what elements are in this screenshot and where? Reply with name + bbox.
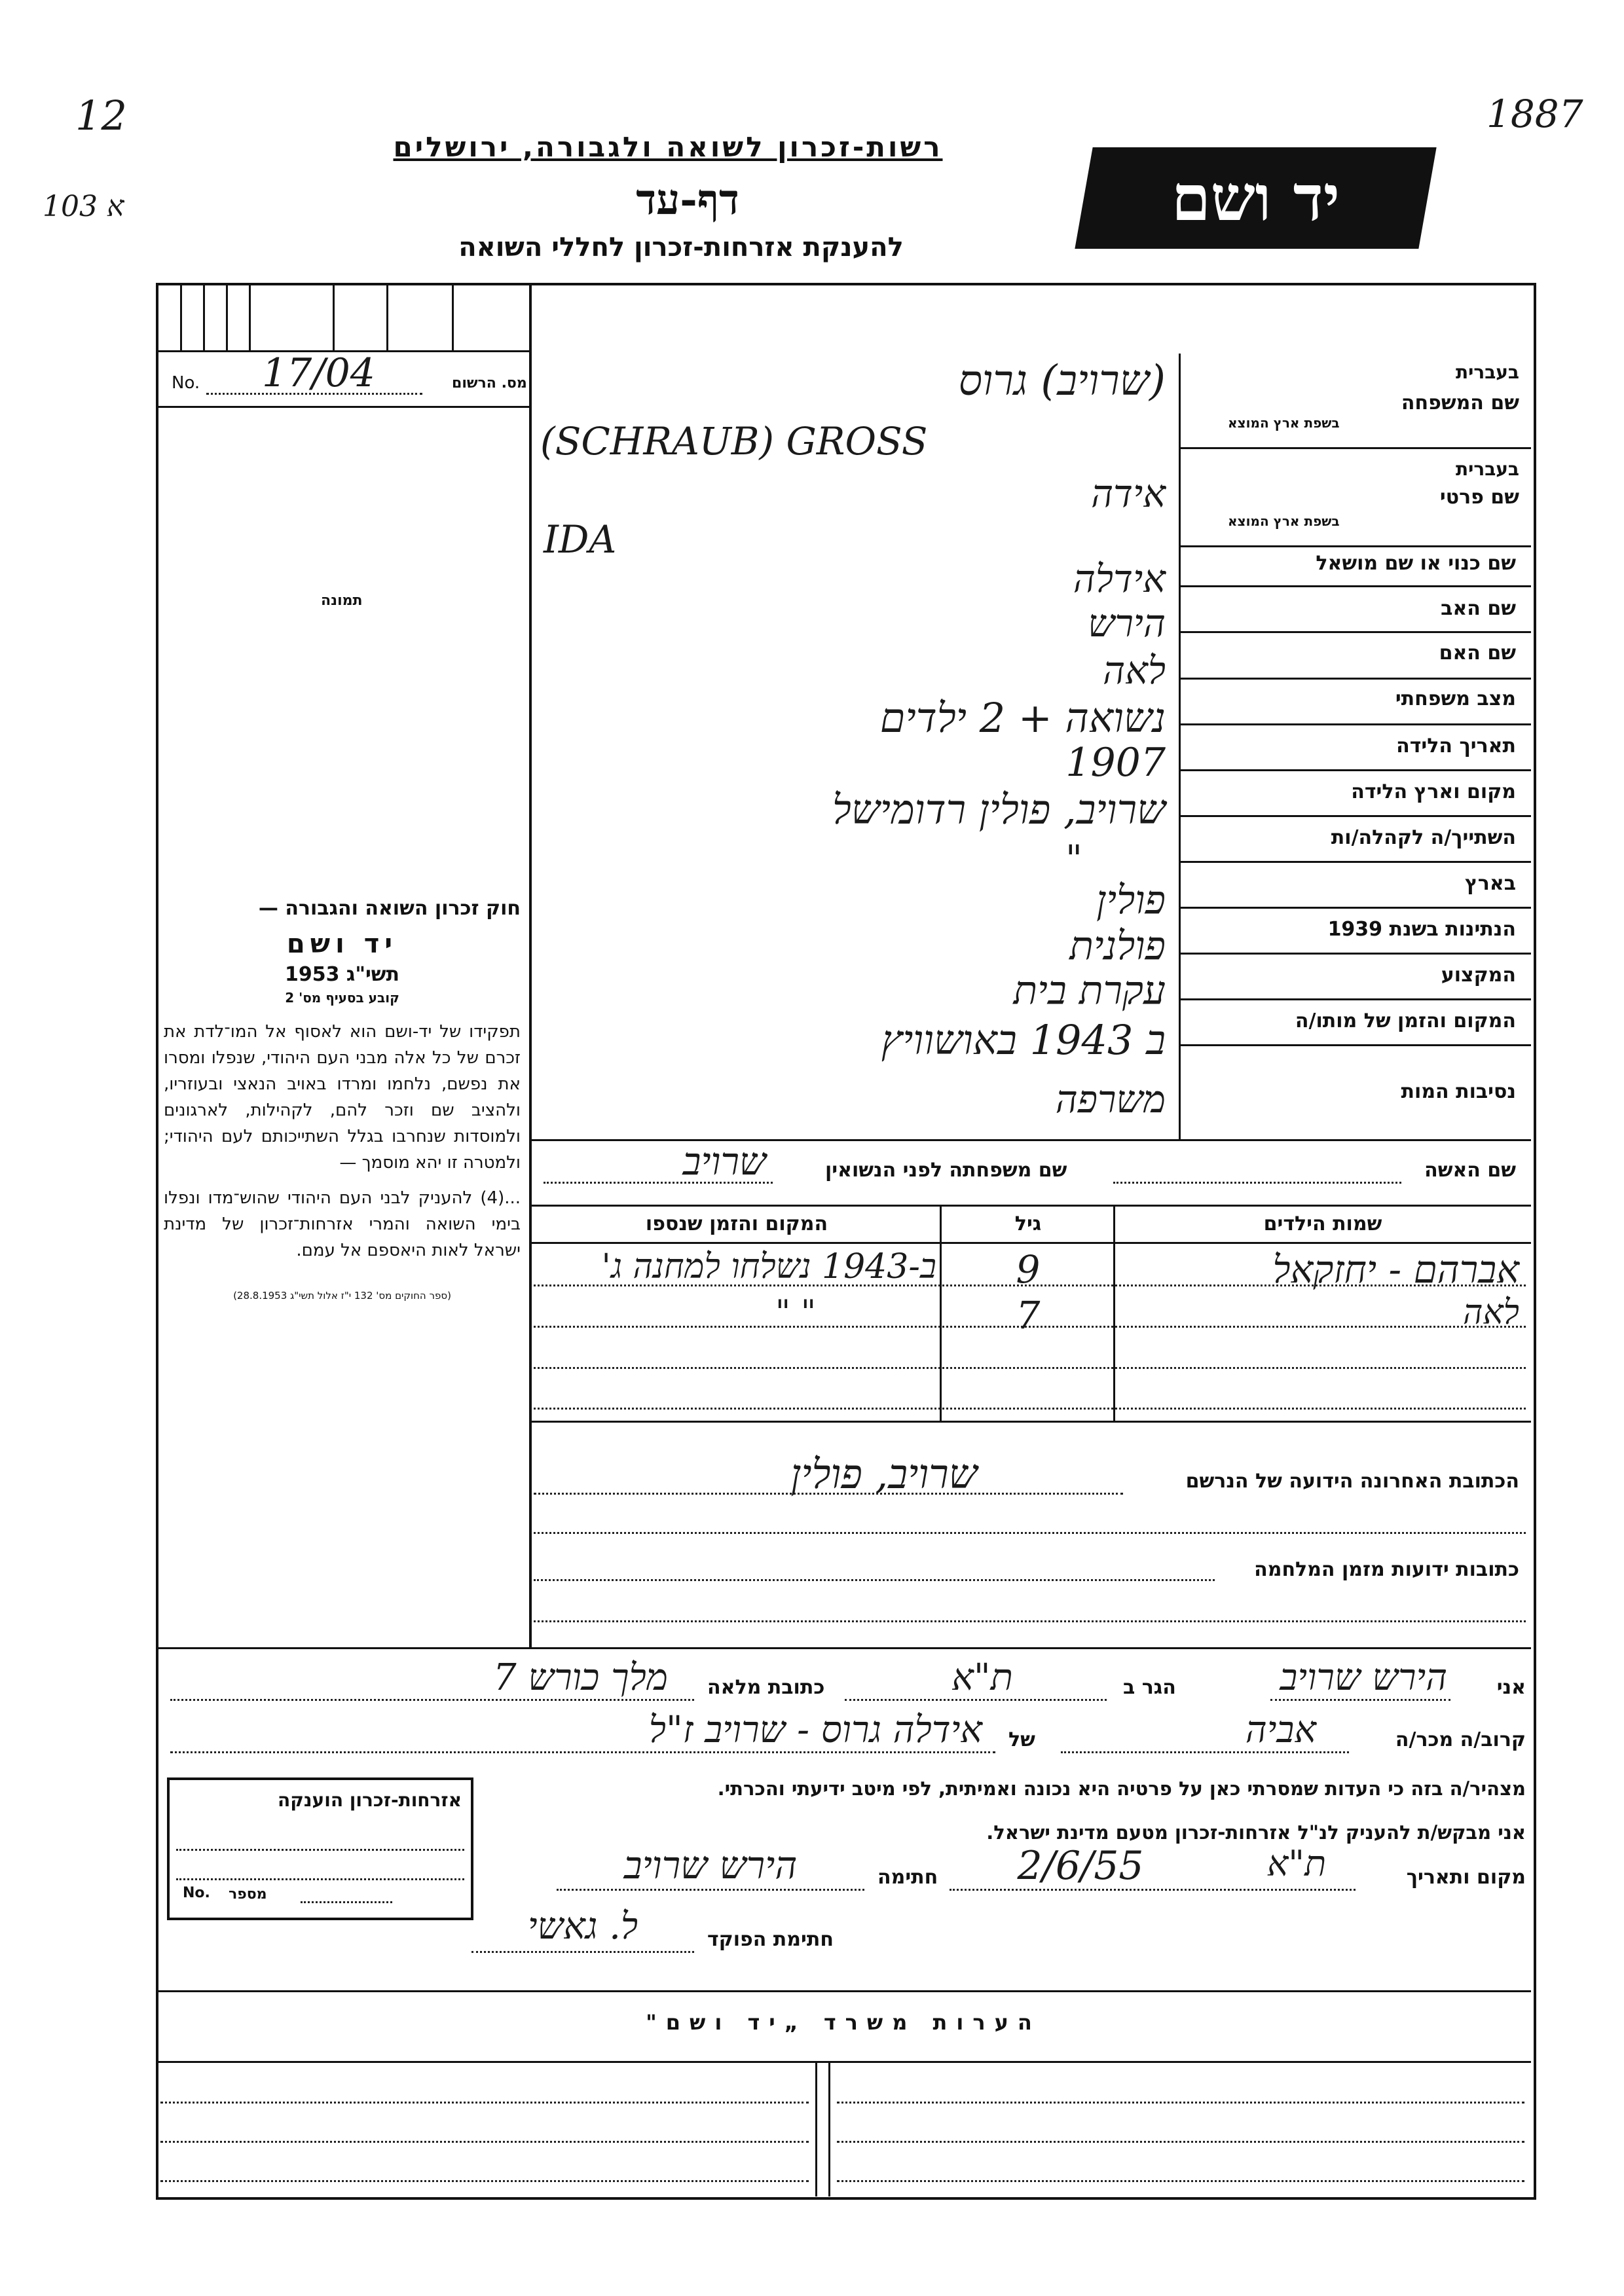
first-name-hebrew-value: אידה bbox=[1091, 471, 1166, 516]
birth-date-label: תאריך הלידה bbox=[1396, 735, 1516, 757]
citizenship-granted-box bbox=[167, 1777, 473, 1920]
wife-label: שם האשה bbox=[1424, 1159, 1516, 1182]
mother-label: שם האם bbox=[1439, 642, 1516, 665]
nickname-label: שם כנוי או שם מושאל bbox=[1316, 552, 1516, 575]
form-subtitle: להענקת אזרחות-זכרון לחללי השואה bbox=[458, 232, 904, 263]
surname-sub-hebrew: בעברית bbox=[1455, 361, 1519, 383]
declarant-i-label: אני bbox=[1496, 1676, 1526, 1699]
declarant-name: הירש שרויב bbox=[1280, 1656, 1447, 1699]
birth-place-value: שרויב, פולין רדומישל bbox=[832, 786, 1166, 833]
declarant-relation-label: קרוב/ה מכר/ה bbox=[1395, 1728, 1526, 1751]
registration-no-label: No. bbox=[172, 373, 200, 393]
registration-label: מס. הרשום bbox=[452, 375, 527, 392]
declarant-lives-label: הגר ב bbox=[1123, 1676, 1176, 1699]
citizenship-value: פולנית bbox=[1069, 923, 1166, 969]
surname-hebrew-value: (שרויב) גרוס bbox=[958, 357, 1166, 405]
law-name: יד ושם bbox=[286, 929, 398, 959]
officer-signature: ל. גאשי bbox=[527, 1905, 638, 1948]
country-value: פולין bbox=[1096, 877, 1166, 923]
declarant-of-label: של bbox=[1008, 1728, 1035, 1751]
child-1-place: ב-1943 נשלחו למחנה ג' bbox=[601, 1247, 936, 1286]
declaration-date: 2/6/55 bbox=[1017, 1843, 1144, 1889]
child-2-name: לאה bbox=[1463, 1293, 1519, 1332]
law-text: תפקידו של יד-ושם הוא לאסוף אל המו־לדת את זכרם של כל אלה מבני העם היהודי, שנפלו ומסרו את נפשם, נלחמו ומרדו באויב הנאצי ובעוזריו, ולהציב שם וזכר להם, לקהילות, לארגונים ולמוסדות שנחרבו בגלל השתייכותם לעם היהודי; ולמטרה זו יהא מוסמך — bbox=[164, 1022, 521, 1173]
child-2-age: 7 bbox=[1016, 1293, 1041, 1338]
mother-value: לאה bbox=[1103, 648, 1166, 693]
children-place-header: המקום והזמן שנספו bbox=[645, 1212, 828, 1235]
logo-text: יד ושם bbox=[1171, 161, 1340, 235]
law-clause: ...(4) להעניק לבני העם היהודי שהוש־מדו ונפלו בימי השואה והמרי אזרחות־זכרון של מדינת ישראל לאות היאספם אל עמם. bbox=[164, 1188, 521, 1260]
office-notes-title: הערות משרד „יד ושם" bbox=[646, 2010, 1041, 2035]
law-section bbox=[164, 897, 521, 1302]
first-name-origin-value: IDA bbox=[544, 517, 617, 562]
margin-note-top-right: 1887 bbox=[1486, 92, 1583, 136]
request-text: אני מבקש/ת להעניק לנ"ל אזרחות-זכרון מטעם מדינת ישראל. bbox=[986, 1821, 1526, 1844]
war-addresses-label: כתובות ידועות מזמן המלחמה bbox=[1254, 1558, 1519, 1581]
declaration-place: ת"א bbox=[1266, 1843, 1327, 1884]
declarant-signature: הירש שרויב bbox=[623, 1843, 798, 1887]
declaration-text: מצהיר/ה בזה כי העדות שמסרתי כאן על פרטיה היא נכונה ואמיתית, לפי מיטב ידיעתי והכרתי. bbox=[717, 1777, 1526, 1800]
profession-label: המקצוע bbox=[1441, 964, 1516, 987]
birth-date-value: 1907 bbox=[1065, 740, 1166, 786]
marital-value: נשואה + 2 ילדים bbox=[879, 694, 1166, 742]
signature-label: חתימה bbox=[877, 1866, 938, 1889]
death-place-label: המקום והזמן של מותו/ה bbox=[1295, 1010, 1516, 1032]
citizenship-box-title: אזרחות-זכרון הוענקה bbox=[278, 1789, 462, 1811]
law-section-ref: קובע בסעיף מס' 2 bbox=[285, 990, 399, 1006]
country-label: בארץ bbox=[1464, 872, 1516, 895]
last-address-label: הכתובת האחרונה הידועה של הנרשם bbox=[1185, 1470, 1519, 1493]
declarant-address: מלך כורש 7 bbox=[493, 1656, 668, 1699]
last-address-value: שרויב, פולין bbox=[790, 1450, 978, 1498]
law-year: תשי"ג 1953 bbox=[284, 963, 400, 986]
first-name-label: שם פרטי bbox=[1439, 486, 1519, 509]
children-age-header: גיל bbox=[1014, 1212, 1042, 1235]
declarant-city: ת"א bbox=[951, 1656, 1013, 1699]
death-cause-label: נסיבות המות bbox=[1401, 1080, 1516, 1103]
first-name-label-block bbox=[1189, 458, 1519, 529]
declarant-of-name: אידלה גרוס - שרויב ז"ל bbox=[648, 1709, 982, 1751]
surname-sub-origin: בשפת ארץ המוצא bbox=[1228, 415, 1340, 431]
surname-label-block bbox=[1189, 361, 1519, 431]
father-label: שם האב bbox=[1441, 597, 1516, 620]
margin-note-archive: 103 א bbox=[43, 190, 124, 223]
form-title: דף-עד bbox=[636, 175, 739, 225]
child-1-age: 9 bbox=[1016, 1247, 1041, 1292]
place-date-label: מקום ותאריך bbox=[1406, 1866, 1526, 1889]
law-heading: חוק זכרון השואה והגבורה — bbox=[258, 897, 521, 920]
community-label: השתייך/ה לקהלה/ות bbox=[1331, 826, 1516, 849]
wife-maiden-label: שם משפחתה לפני הנשואין bbox=[825, 1159, 1067, 1182]
marital-label: מצב משפחתי bbox=[1395, 687, 1516, 710]
margin-note-top-left: 12 bbox=[75, 92, 127, 139]
child-1-name: אברהם - יחזקאל bbox=[1272, 1247, 1519, 1292]
law-source: (ספר החוקים מס' 132 י"ז אלול תשי"ג 28.8.1953) bbox=[233, 1290, 451, 1302]
profession-value: עקרת בית bbox=[1013, 968, 1166, 1013]
death-place-value: ב 1943 באושוויץ bbox=[881, 1016, 1166, 1064]
children-names-header: שמות הילדים bbox=[1263, 1212, 1382, 1235]
declarant-relation: אביה bbox=[1245, 1709, 1316, 1751]
officer-signature-label: חתימת הפוקד bbox=[707, 1928, 834, 1951]
photo-label: תמונה bbox=[321, 592, 363, 609]
birth-place-label: מקום וארץ הלידה bbox=[1351, 780, 1516, 803]
father-value: הירש bbox=[1088, 601, 1166, 646]
citizenship-box-number-label: מספר bbox=[229, 1886, 267, 1903]
surname-origin-value: (SCHRAUB) GROSS bbox=[540, 419, 928, 464]
declarant-address-label: כתובת מלאה bbox=[707, 1676, 825, 1699]
citizenship-label: הנתינות בשנת 1939 bbox=[1327, 918, 1516, 941]
wife-maiden-value: שרויב bbox=[682, 1139, 766, 1184]
registration-number: 17/04 bbox=[262, 350, 375, 396]
citizenship-box-no-label: No. bbox=[183, 1885, 210, 1901]
death-cause-value: משרפה bbox=[1055, 1077, 1166, 1121]
surname-label: שם המשפחה bbox=[1401, 392, 1519, 414]
header-authority: רשות-זכרון לשואה ולגבורה, ירושלים bbox=[393, 131, 943, 163]
first-name-sub-origin: בשפת ארץ המוצא bbox=[1228, 513, 1340, 529]
community-value: " bbox=[1065, 838, 1082, 881]
nickname-value: אידלה bbox=[1073, 556, 1166, 601]
first-name-sub-hebrew: בעברית bbox=[1455, 458, 1519, 480]
yad-vashem-logo bbox=[1075, 147, 1436, 249]
child-2-place: " " bbox=[775, 1293, 816, 1331]
